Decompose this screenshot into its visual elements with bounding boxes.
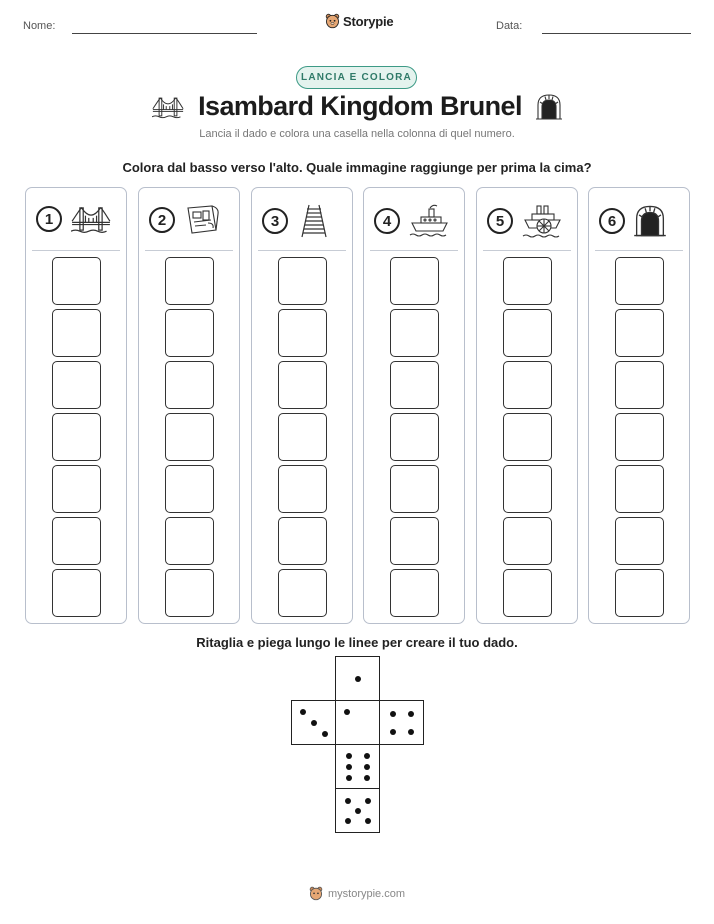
column-divider: [483, 250, 571, 251]
color-box[interactable]: [615, 465, 664, 513]
pip: [364, 753, 370, 759]
pip: [365, 798, 371, 804]
pip: [346, 775, 352, 781]
color-box[interactable]: [52, 465, 101, 513]
color-box[interactable]: [52, 309, 101, 357]
color-box[interactable]: [165, 569, 214, 617]
color-box[interactable]: [390, 309, 439, 357]
pip: [345, 818, 351, 824]
color-box[interactable]: [615, 257, 664, 305]
column-number: 4: [374, 208, 400, 234]
column-number: 2: [149, 207, 175, 233]
page-title: Isambard Kingdom Brunel: [198, 91, 522, 121]
brand-logo: [325, 13, 393, 29]
column-divider: [258, 250, 346, 251]
name-label: Nome:: [23, 20, 56, 32]
column-divider: [32, 250, 120, 251]
color-box[interactable]: [278, 361, 327, 409]
pip: [311, 720, 317, 726]
storypie-mascot-icon: [309, 886, 323, 901]
brand-name: Storypie: [343, 13, 394, 29]
color-box[interactable]: [52, 257, 101, 305]
date-label: Data:: [496, 20, 523, 32]
color-box[interactable]: [165, 465, 214, 513]
column-divider: [595, 250, 683, 251]
storypie-mascot-icon: [325, 13, 340, 29]
color-box[interactable]: [165, 413, 214, 461]
color-box[interactable]: [390, 413, 439, 461]
color-box[interactable]: [278, 413, 327, 461]
color-box[interactable]: [503, 569, 552, 617]
column-1: [25, 187, 127, 624]
footer: [0, 886, 714, 901]
pip: [364, 764, 370, 770]
dice-face-bottom: [335, 788, 380, 833]
color-box[interactable]: [278, 309, 327, 357]
color-box[interactable]: [503, 257, 552, 305]
date-line[interactable]: [542, 33, 691, 34]
color-box[interactable]: [503, 309, 552, 357]
color-box[interactable]: [615, 309, 664, 357]
bridge-icon: [71, 204, 111, 234]
pip: [390, 729, 396, 735]
color-box[interactable]: [503, 361, 552, 409]
column-6: [588, 187, 690, 624]
column-number: 5: [487, 208, 513, 234]
pip: [355, 808, 361, 814]
color-box[interactable]: [615, 569, 664, 617]
color-box[interactable]: [503, 465, 552, 513]
color-box[interactable]: [165, 517, 214, 565]
dice-face-right: [379, 700, 424, 745]
name-line[interactable]: [72, 33, 257, 34]
color-box[interactable]: [52, 413, 101, 461]
color-box[interactable]: [390, 465, 439, 513]
railway-track-icon: [297, 204, 331, 238]
color-box[interactable]: [390, 517, 439, 565]
column-number: 1: [36, 206, 62, 232]
paddle-steamer-icon: [522, 204, 562, 238]
pip: [300, 709, 306, 715]
dice-face-center: [335, 700, 380, 745]
column-2: [138, 187, 240, 624]
pip: [345, 798, 351, 804]
column-number: 6: [599, 208, 625, 234]
color-box[interactable]: [165, 309, 214, 357]
pip: [408, 711, 414, 717]
color-box[interactable]: [390, 257, 439, 305]
question: Colora dal basso verso l'alto. Quale immagine raggiunge per prima la cima?: [122, 160, 592, 175]
footer-url[interactable]: mystorypie.com: [327, 887, 406, 900]
color-box[interactable]: [165, 257, 214, 305]
activity-badge: LANCIA E COLORA: [296, 66, 417, 89]
color-box[interactable]: [615, 413, 664, 461]
dice-face-left: [291, 700, 336, 745]
column-divider: [145, 250, 233, 251]
color-box[interactable]: [278, 517, 327, 565]
pip: [365, 818, 371, 824]
color-box[interactable]: [615, 517, 664, 565]
color-box[interactable]: [278, 257, 327, 305]
steamship-icon: [409, 204, 449, 238]
color-box[interactable]: [503, 413, 552, 461]
pip: [346, 753, 352, 759]
pip: [355, 676, 361, 682]
color-box[interactable]: [615, 361, 664, 409]
color-box[interactable]: [52, 569, 101, 617]
tunnel-icon: [536, 93, 562, 121]
column-3: [251, 187, 353, 624]
color-box[interactable]: [278, 569, 327, 617]
color-box[interactable]: [278, 465, 327, 513]
pip: [364, 775, 370, 781]
tunnel-icon: [634, 204, 666, 238]
title-row: [0, 91, 714, 122]
blueprint-icon: [184, 204, 220, 236]
column-4: [363, 187, 465, 624]
pip: [346, 764, 352, 770]
bridge-icon: [152, 94, 184, 120]
pip: [322, 731, 328, 737]
dice-face-top: [335, 656, 380, 701]
column-divider: [370, 250, 458, 251]
dice-instructions: Ritaglia e piega lungo le linee per creare il tuo dado.: [196, 635, 518, 650]
color-box[interactable]: [165, 361, 214, 409]
instructions: Lancia il dado e colora una casella nella colonna di quel numero.: [199, 128, 515, 140]
dice-face-lower: [335, 744, 380, 789]
pip: [344, 709, 350, 715]
pip: [390, 711, 396, 717]
color-box[interactable]: [52, 517, 101, 565]
column-5: [476, 187, 578, 624]
color-box[interactable]: [52, 361, 101, 409]
column-number: 3: [262, 208, 288, 234]
color-box[interactable]: [390, 569, 439, 617]
color-box[interactable]: [390, 361, 439, 409]
color-box[interactable]: [503, 517, 552, 565]
pip: [408, 729, 414, 735]
